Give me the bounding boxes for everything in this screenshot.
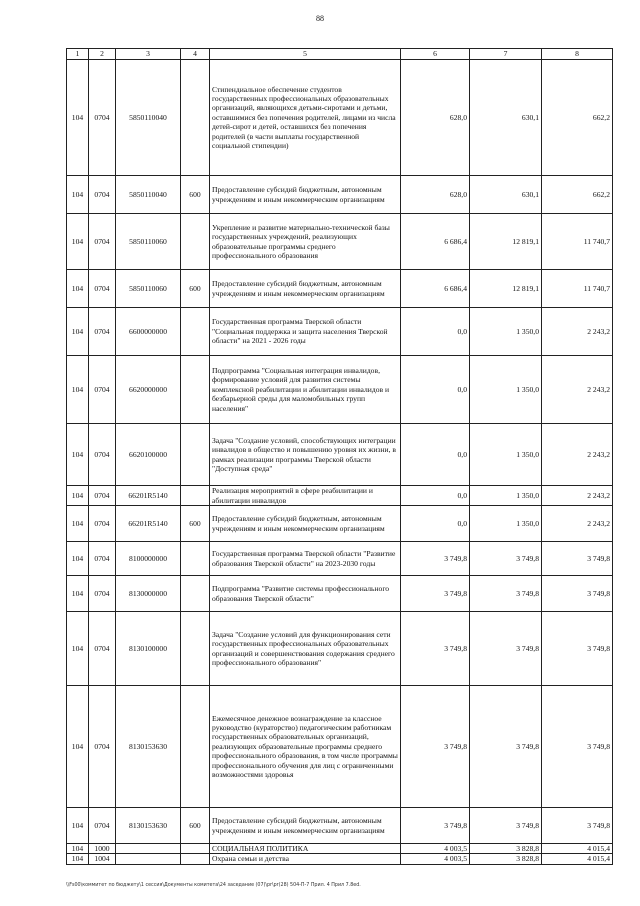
cell-name: Подпрограмма "Социальная интеграция инвалидов, формирование условий для развития системы комплексной реабилитации и абилитации инвалидов и безбарьерной среды для маломобильных групп населения" bbox=[210, 356, 401, 424]
cell-amount-2: 12 819,1 bbox=[470, 270, 542, 308]
cell-expense-type bbox=[181, 424, 210, 486]
cell-expense-type bbox=[181, 214, 210, 270]
cell-name: Предоставление субсидий бюджетным, автономным учреждениям и иным некоммерческим организациям bbox=[210, 506, 401, 542]
cell-section: 0704 bbox=[89, 176, 116, 214]
table-row bbox=[67, 424, 613, 486]
cell-ministry: 104 bbox=[67, 854, 89, 864]
cell-name: Реализация мероприятий в сфере реабилитации и абилитации инвалидов bbox=[210, 486, 401, 506]
page-number: 88 bbox=[316, 14, 324, 23]
cell-amount-3: 3 749,8 bbox=[542, 542, 613, 576]
header-col-5: 5 bbox=[210, 49, 401, 60]
cell-target-article: 8130100000 bbox=[116, 612, 181, 686]
cell-amount-3: 2 243,2 bbox=[542, 424, 613, 486]
cell-expense-type bbox=[181, 686, 210, 808]
cell-section: 0704 bbox=[89, 486, 116, 506]
cell-amount-1: 0,0 bbox=[401, 308, 470, 356]
cell-amount-1: 6 686,4 bbox=[401, 270, 470, 308]
cell-amount-1: 0,0 bbox=[401, 424, 470, 486]
cell-amount-1: 3 749,8 bbox=[401, 576, 470, 612]
cell-amount-1: 0,0 bbox=[401, 356, 470, 424]
cell-amount-2: 3 749,8 bbox=[470, 576, 542, 612]
cell-amount-3: 662,2 bbox=[542, 176, 613, 214]
table-row bbox=[67, 686, 613, 808]
cell-amount-3: 3 749,8 bbox=[542, 576, 613, 612]
cell-target-article bbox=[116, 854, 181, 864]
cell-expense-type bbox=[181, 308, 210, 356]
table-row bbox=[67, 612, 613, 686]
table-row bbox=[67, 854, 613, 864]
cell-target-article: 8130000000 bbox=[116, 576, 181, 612]
table-header-row bbox=[67, 49, 613, 60]
cell-target-article: 5850110060 bbox=[116, 214, 181, 270]
cell-amount-1: 0,0 bbox=[401, 486, 470, 506]
cell-expense-type: 600 bbox=[181, 506, 210, 542]
cell-amount-1: 3 749,8 bbox=[401, 612, 470, 686]
cell-expense-type: 600 bbox=[181, 270, 210, 308]
cell-ministry: 104 bbox=[67, 270, 89, 308]
table-row bbox=[67, 270, 613, 308]
cell-name: СОЦИАЛЬНАЯ ПОЛИТИКА bbox=[210, 844, 401, 854]
cell-section: 0704 bbox=[89, 506, 116, 542]
cell-amount-1: 3 749,8 bbox=[401, 808, 470, 844]
cell-amount-3: 3 749,8 bbox=[542, 686, 613, 808]
cell-name: Охрана семьи и детства bbox=[210, 854, 401, 864]
cell-section: 0704 bbox=[89, 542, 116, 576]
table-row bbox=[67, 576, 613, 612]
cell-ministry: 104 bbox=[67, 612, 89, 686]
table-row bbox=[67, 356, 613, 424]
cell-ministry: 104 bbox=[67, 486, 89, 506]
cell-amount-3: 662,2 bbox=[542, 60, 613, 176]
cell-amount-2: 1 350,0 bbox=[470, 356, 542, 424]
cell-target-article: 5850110040 bbox=[116, 176, 181, 214]
cell-ministry: 104 bbox=[67, 506, 89, 542]
cell-expense-type bbox=[181, 486, 210, 506]
cell-name: Государственная программа Тверской области "Социальная поддержка и защита населения Тверской области" на 2021 - 2026 годы bbox=[210, 308, 401, 356]
cell-ministry: 104 bbox=[67, 60, 89, 176]
cell-amount-1: 4 003,5 bbox=[401, 854, 470, 864]
cell-amount-1: 6 686,4 bbox=[401, 214, 470, 270]
cell-ministry: 104 bbox=[67, 424, 89, 486]
table-row bbox=[67, 542, 613, 576]
cell-amount-2: 3 749,8 bbox=[470, 808, 542, 844]
cell-target-article bbox=[116, 844, 181, 854]
table-row bbox=[67, 176, 613, 214]
header-col-2: 2 bbox=[89, 49, 116, 60]
cell-amount-2: 1 350,0 bbox=[470, 506, 542, 542]
cell-name: Задача "Создание условий, способствующих интеграции инвалидов в общество и повышению уровня их жизни, в рамках реализации программы Тверской области "Доступная среда" bbox=[210, 424, 401, 486]
cell-amount-2: 3 749,8 bbox=[470, 612, 542, 686]
cell-section: 0704 bbox=[89, 612, 116, 686]
cell-expense-type: 600 bbox=[181, 176, 210, 214]
cell-ministry: 104 bbox=[67, 214, 89, 270]
table-row bbox=[67, 60, 613, 176]
cell-name: Государственная программа Тверской области "Развитие образования Тверской области" на 2023-2030 годы bbox=[210, 542, 401, 576]
cell-target-article: 66201R5140 bbox=[116, 506, 181, 542]
header-col-7: 7 bbox=[470, 49, 542, 60]
cell-section: 0704 bbox=[89, 576, 116, 612]
cell-expense-type: 600 bbox=[181, 808, 210, 844]
cell-ministry: 104 bbox=[67, 686, 89, 808]
cell-target-article: 8100000000 bbox=[116, 542, 181, 576]
cell-expense-type bbox=[181, 854, 210, 864]
cell-ministry: 104 bbox=[67, 808, 89, 844]
cell-amount-2: 630,1 bbox=[470, 176, 542, 214]
budget-table bbox=[66, 48, 613, 865]
cell-amount-2: 1 350,0 bbox=[470, 308, 542, 356]
cell-target-article: 8130153630 bbox=[116, 686, 181, 808]
cell-ministry: 104 bbox=[67, 308, 89, 356]
cell-name: Задача "Создание условий для функционирования сети государственных профессиональных образовательных организаций и совершенствования содержания среднего профессионального образования" bbox=[210, 612, 401, 686]
cell-name: Предоставление субсидий бюджетным, автономным учреждениям и иным некоммерческим организациям bbox=[210, 176, 401, 214]
cell-section: 0704 bbox=[89, 270, 116, 308]
cell-target-article: 6620000000 bbox=[116, 356, 181, 424]
cell-amount-1: 628,0 bbox=[401, 60, 470, 176]
cell-amount-2: 1 350,0 bbox=[470, 424, 542, 486]
header-col-8: 8 bbox=[542, 49, 613, 60]
table-row bbox=[67, 808, 613, 844]
table-row bbox=[67, 308, 613, 356]
cell-amount-3: 3 749,8 bbox=[542, 808, 613, 844]
cell-expense-type bbox=[181, 542, 210, 576]
cell-target-article: 8130153630 bbox=[116, 808, 181, 844]
cell-ministry: 104 bbox=[67, 844, 89, 854]
cell-expense-type bbox=[181, 612, 210, 686]
cell-amount-3: 4 015,4 bbox=[542, 844, 613, 854]
table-row bbox=[67, 214, 613, 270]
cell-section: 1004 bbox=[89, 854, 116, 864]
cell-name: Предоставление субсидий бюджетным, автономным учреждениям и иным некоммерческим организациям bbox=[210, 270, 401, 308]
cell-target-article: 5850110060 bbox=[116, 270, 181, 308]
cell-expense-type bbox=[181, 60, 210, 176]
cell-amount-1: 3 749,8 bbox=[401, 686, 470, 808]
cell-amount-3: 4 015,4 bbox=[542, 854, 613, 864]
cell-amount-3: 2 243,2 bbox=[542, 506, 613, 542]
cell-target-article: 6600000000 bbox=[116, 308, 181, 356]
cell-section: 0704 bbox=[89, 60, 116, 176]
cell-section: 0704 bbox=[89, 356, 116, 424]
cell-section: 0704 bbox=[89, 808, 116, 844]
cell-amount-2: 3 828,8 bbox=[470, 844, 542, 854]
cell-section: 0704 bbox=[89, 214, 116, 270]
cell-ministry: 104 bbox=[67, 576, 89, 612]
cell-expense-type bbox=[181, 844, 210, 854]
cell-amount-2: 3 749,8 bbox=[470, 542, 542, 576]
footer-file-path: \\Fs00\коммитет по бюджету\1 сессия\Документы комитета\24 заседание (07)\pr\pr(28) 504-П-7 Прил. 4 Прил 7.8еd. bbox=[66, 883, 361, 888]
header-col-6: 6 bbox=[401, 49, 470, 60]
cell-amount-1: 0,0 bbox=[401, 506, 470, 542]
cell-amount-2: 630,1 bbox=[470, 60, 542, 176]
cell-name: Стипендиальное обеспечение студентов государственных профессиональных образовательных организаций, являющихся детьми-сиротами и детьми, оставшимися без попечения родителей, лицами из числа детей-сирот и детей, оставшихся без попечения родителей (в части выплаты государственной социальной стипендии) bbox=[210, 60, 401, 176]
cell-expense-type bbox=[181, 576, 210, 612]
cell-amount-2: 1 350,0 bbox=[470, 486, 542, 506]
cell-section: 0704 bbox=[89, 424, 116, 486]
cell-amount-2: 12 819,1 bbox=[470, 214, 542, 270]
table-row bbox=[67, 486, 613, 506]
cell-target-article: 6620100000 bbox=[116, 424, 181, 486]
cell-amount-3: 11 740,7 bbox=[542, 270, 613, 308]
cell-name: Ежемесячное денежное вознаграждение за классное руководство (кураторство) педагогическим работникам государственных образовательных организаций, реализующих образовательные программы среднего профессионального образования, в том числе программы профессионального обучения для лиц с ограниченными возможностями здоровья bbox=[210, 686, 401, 808]
cell-amount-2: 3 749,8 bbox=[470, 686, 542, 808]
cell-target-article: 66201R5140 bbox=[116, 486, 181, 506]
cell-section: 0704 bbox=[89, 686, 116, 808]
header-col-4: 4 bbox=[181, 49, 210, 60]
table-row bbox=[67, 844, 613, 854]
cell-section: 0704 bbox=[89, 308, 116, 356]
cell-ministry: 104 bbox=[67, 542, 89, 576]
table-row bbox=[67, 506, 613, 542]
cell-amount-3: 2 243,2 bbox=[542, 308, 613, 356]
cell-amount-3: 2 243,2 bbox=[542, 356, 613, 424]
header-col-1: 1 bbox=[67, 49, 89, 60]
cell-name: Подпрограмма "Развитие системы профессионального образования Тверской области" bbox=[210, 576, 401, 612]
cell-target-article: 5850110040 bbox=[116, 60, 181, 176]
cell-name: Укрепление и развитие материально-технической базы государственных учреждений, реализующих образовательные программы среднего профессионального образования bbox=[210, 214, 401, 270]
cell-ministry: 104 bbox=[67, 176, 89, 214]
cell-ministry: 104 bbox=[67, 356, 89, 424]
header-col-3: 3 bbox=[116, 49, 181, 60]
cell-amount-3: 3 749,8 bbox=[542, 612, 613, 686]
cell-name: Предоставление субсидий бюджетным, автономным учреждениям и иным некоммерческим организациям bbox=[210, 808, 401, 844]
cell-amount-1: 628,0 bbox=[401, 176, 470, 214]
cell-amount-3: 11 740,7 bbox=[542, 214, 613, 270]
cell-expense-type bbox=[181, 356, 210, 424]
cell-amount-1: 3 749,8 bbox=[401, 542, 470, 576]
cell-section: 1000 bbox=[89, 844, 116, 854]
cell-amount-2: 3 828,8 bbox=[470, 854, 542, 864]
cell-amount-3: 2 243,2 bbox=[542, 486, 613, 506]
cell-amount-1: 4 003,5 bbox=[401, 844, 470, 854]
